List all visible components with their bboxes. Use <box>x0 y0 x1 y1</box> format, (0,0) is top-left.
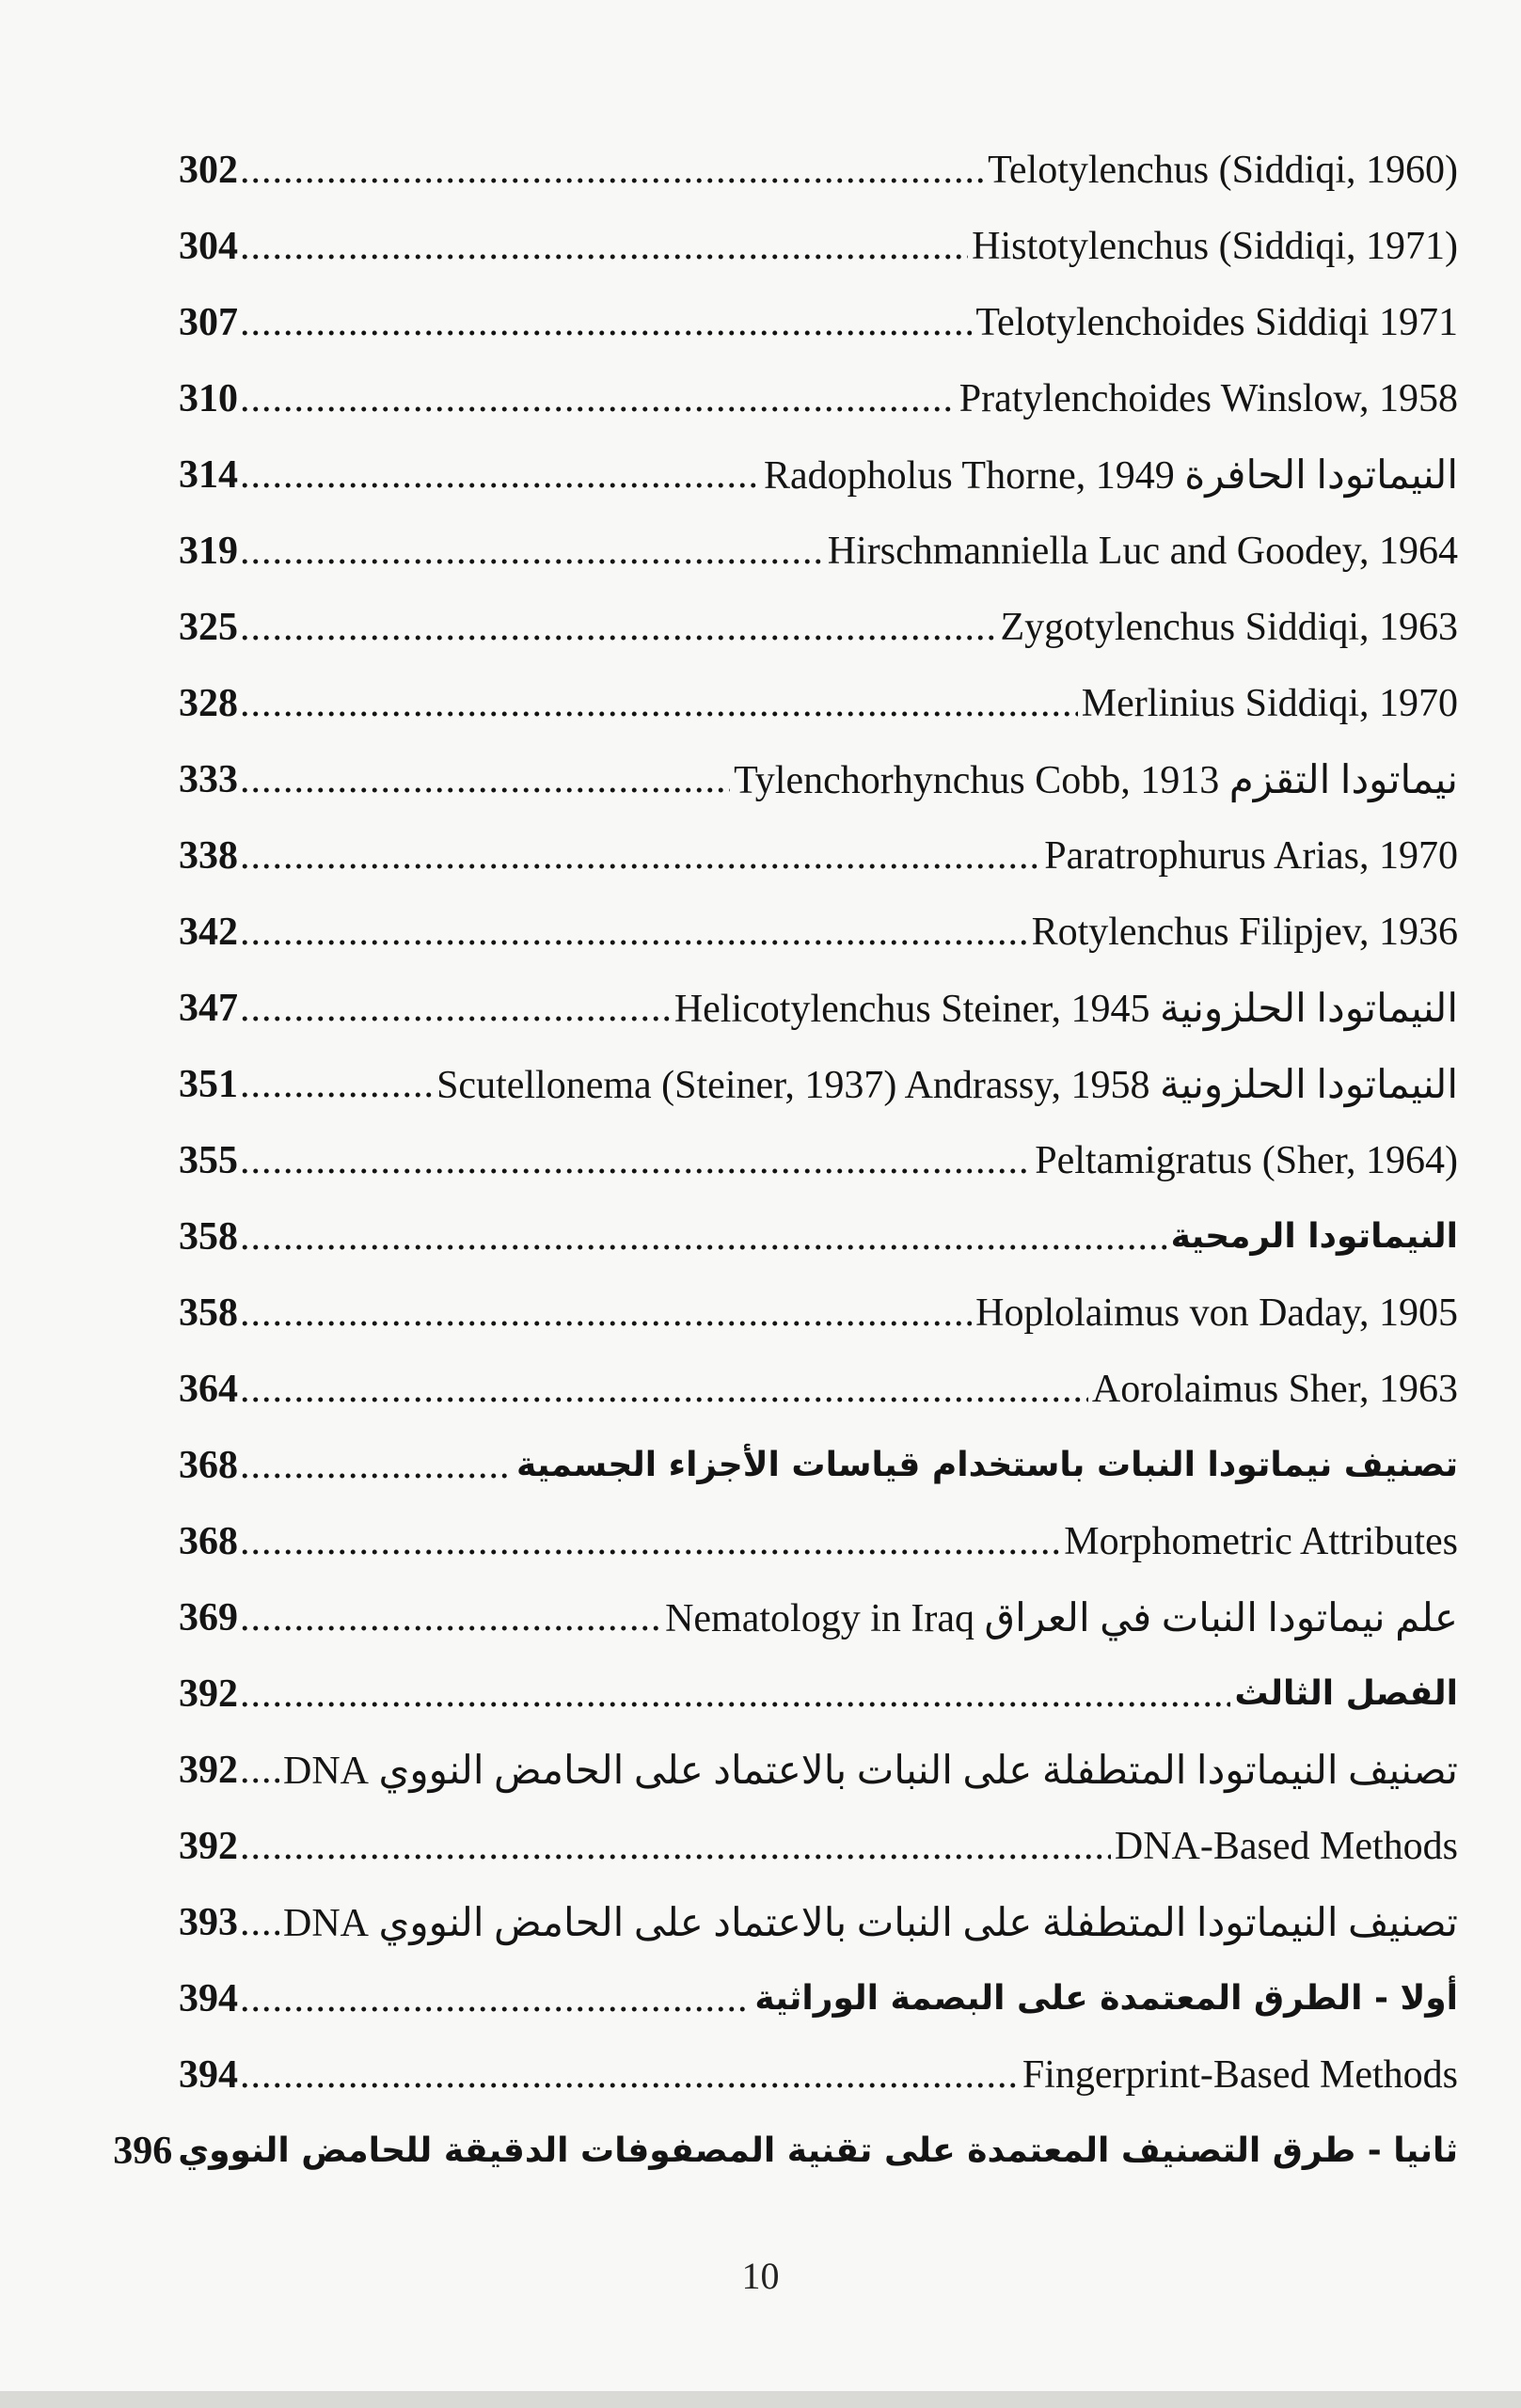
page-number: 10 <box>741 2255 780 2297</box>
toc-page-number: 310 <box>179 376 238 420</box>
toc-entry-title: Telotylenchus (Siddiqi, 1960) <box>988 148 1458 192</box>
toc-page-number: 368 <box>179 1443 238 1487</box>
dot-leader <box>240 1595 661 1640</box>
toc-page-number: 369 <box>179 1595 238 1640</box>
toc-entry-title: Telotylenchoides Siddiqi 1971 <box>975 300 1458 344</box>
toc-entry <box>179 817 1458 894</box>
toc-entry-title: النيماتودا الرمحية <box>1170 1217 1458 1256</box>
toc-entry <box>179 1960 1458 2036</box>
toc-entry-title: Hirschmanniella Luc and Goodey, 1964 <box>827 529 1458 573</box>
toc-entry <box>179 741 1458 817</box>
toc-entry <box>179 1046 1458 1122</box>
toc-entry <box>179 665 1458 741</box>
toc-page-number: 319 <box>179 529 238 573</box>
toc-page-number: 364 <box>179 1367 238 1411</box>
toc-entry-title: النيماتودا الحافرة Radopholus Thorne, 1949 <box>764 453 1458 498</box>
toc-entry <box>179 1198 1458 1275</box>
dot-leader <box>240 757 730 802</box>
toc-page-number: 302 <box>179 148 238 192</box>
dot-leader <box>240 1671 1230 1717</box>
dot-leader <box>240 1443 513 1488</box>
toc-entry-title: Paratrophurus Arias, 1970 <box>1044 833 1458 878</box>
toc-entry <box>179 1275 1458 1351</box>
toc-entry-title: Rotylenchus Filipjev, 1936 <box>1031 910 1458 954</box>
toc-entry <box>179 132 1458 208</box>
toc-entry <box>179 1122 1458 1198</box>
toc-page-number: 333 <box>179 757 238 801</box>
dot-leader <box>240 1900 279 1945</box>
toc-entry-title: علم نيماتودا النبات في العراق Nematology in Iraq <box>665 1596 1458 1640</box>
toc-entry-title: Morphometric Attributes <box>1064 1519 1458 1563</box>
toc-entry <box>179 1579 1458 1656</box>
toc-page-number: 396 <box>113 2129 173 2173</box>
toc-entry-title: Pratylenchoides Winslow, 1958 <box>959 376 1458 420</box>
toc-entry <box>179 2036 1458 2113</box>
toc-entry-title: تصنيف نيماتودا النبات باستخدام قياسات الأجزاء الجسمية <box>516 1446 1458 1484</box>
toc-entry <box>179 1427 1458 1503</box>
toc-page-number: 325 <box>179 605 238 649</box>
toc-entry <box>179 360 1458 436</box>
dot-leader <box>240 224 968 269</box>
dot-leader <box>240 1138 1031 1183</box>
toc-page-number: 314 <box>179 452 238 497</box>
toc-entry <box>179 284 1458 360</box>
scan-edge <box>0 2391 1521 2408</box>
toc-entry-title: Peltamigratus (Sher, 1964) <box>1035 1138 1458 1182</box>
toc-entry-title: نيماتودا التقزم Tylenchorhynchus Cobb, 1913 <box>734 758 1458 802</box>
toc-page-number: 368 <box>179 1519 238 1563</box>
toc-entry-title: تصنيف النيماتودا المتطفلة على النبات بالاعتماد على الحامض النووي DNA <box>283 1901 1458 1945</box>
toc-entry-title: Fingerprint-Based Methods <box>1022 2052 1458 2097</box>
toc-page-number: 355 <box>179 1138 238 1182</box>
toc-page-number: 338 <box>179 833 238 878</box>
toc-entry <box>179 1351 1458 1427</box>
toc-entry <box>113 2113 1458 2189</box>
toc-entry <box>179 208 1458 284</box>
toc-entry <box>179 894 1458 970</box>
toc-entry <box>179 436 1458 513</box>
toc-page-number: 347 <box>179 986 238 1030</box>
dot-leader <box>240 376 956 421</box>
toc-entry-title: أولا - الطرق المعتمدة على البصمة الوراثية <box>754 1979 1458 2018</box>
dot-leader <box>240 1519 1060 1564</box>
toc-entry-title: Hoplolaimus von Daday, 1905 <box>975 1291 1458 1335</box>
dot-leader <box>240 1214 1167 1259</box>
toc-entry-title: Zygotylenchus Siddiqi, 1963 <box>1000 605 1458 649</box>
dot-leader <box>240 2052 1019 2098</box>
toc-page-number: 328 <box>179 681 238 725</box>
toc-page-number: 394 <box>179 1976 238 2020</box>
dot-leader <box>240 529 824 574</box>
toc-entry <box>179 1656 1458 1732</box>
toc-entry <box>179 1503 1458 1579</box>
toc-page-number: 394 <box>179 2052 238 2097</box>
dot-leader <box>240 148 984 193</box>
toc-page-number: 392 <box>179 1824 238 1868</box>
toc-entry-title: النيماتودا الحلزونية Helicotylenchus Steiner, 1945 <box>673 987 1458 1031</box>
toc-entry-title: ثانيا - طرق التصنيف المعتمدة على تقنية المصفوفات الدقيقة للحامض النووي <box>178 2131 1458 2170</box>
toc-page-number: 392 <box>179 1671 238 1716</box>
dot-leader <box>240 452 760 498</box>
toc-entry <box>179 589 1458 665</box>
toc-entry-title: Aorolaimus Sher, 1963 <box>1091 1367 1458 1411</box>
toc-entry-title: Histotylenchus (Siddiqi, 1971) <box>972 224 1458 268</box>
toc-entry-title: DNA-Based Methods <box>1114 1824 1458 1868</box>
dot-leader <box>240 910 1028 955</box>
dot-leader <box>240 986 671 1031</box>
dot-leader <box>240 1291 972 1336</box>
toc-page-number: 358 <box>179 1291 238 1335</box>
toc-page-number: 393 <box>179 1900 238 1944</box>
toc-entry-title: تصنيف النيماتودا المتطفلة على النبات بالاعتماد على الحامض النووي DNA <box>283 1749 1458 1793</box>
dot-leader <box>240 1976 751 2021</box>
toc-entry-title: النيماتودا الحلزونية Scutellonema (Steiner, 1937) Andrassy, 1958 <box>436 1063 1458 1107</box>
dot-leader <box>240 1367 1088 1412</box>
toc-page-number: 392 <box>179 1748 238 1792</box>
toc-entry <box>179 1884 1458 1960</box>
dot-leader <box>240 681 1078 726</box>
dot-leader <box>240 300 972 345</box>
toc-page-number: 351 <box>179 1062 238 1106</box>
dot-leader <box>240 833 1040 879</box>
toc-entry <box>179 513 1458 589</box>
toc-entry-title: الفصل الثالث <box>1234 1674 1458 1713</box>
toc-page-number: 358 <box>179 1214 238 1259</box>
toc-page-number: 342 <box>179 910 238 954</box>
dot-leader <box>240 1062 433 1107</box>
toc-page-number: 304 <box>179 224 238 268</box>
dot-leader <box>240 1824 1111 1869</box>
toc-entry <box>179 970 1458 1046</box>
toc-entry <box>179 1808 1458 1884</box>
toc-entry <box>179 1732 1458 1808</box>
dot-leader <box>240 605 997 650</box>
table-of-contents <box>113 132 1458 2189</box>
toc-page-number: 307 <box>179 300 238 344</box>
dot-leader <box>240 1748 279 1793</box>
toc-entry-title: Merlinius Siddiqi, 1970 <box>1081 681 1458 725</box>
